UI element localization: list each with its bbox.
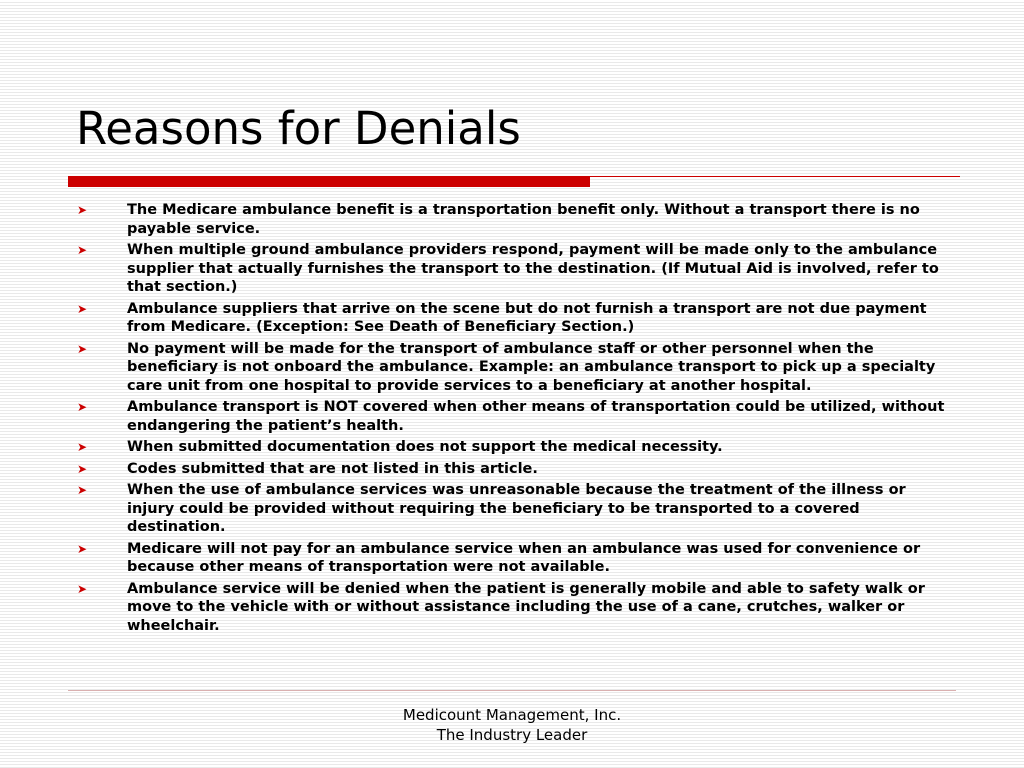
list-item [75,460,953,479]
title-underline-thick [68,176,590,187]
arrowhead-bullet-icon: ➤ [76,440,88,454]
arrowhead-bullet-icon: ➤ [76,301,88,316]
slide-title: Reasons for Denials [76,102,521,155]
footer [312,705,712,745]
bullet-text: No payment will be made for the transport of ambulance staff or other personnel when the beneficiary is not onboard the ambulance. Example: an ambulance transport to pick up a specialty care unit from one hospital to provide services to a beneficiary at another hospital. [127,340,936,394]
bullet-text: Ambulance suppliers that arrive on the scene but do not furnish a transport are not due payment from Medicare. (Exception: See Death of Beneficiary Section.) [127,300,927,335]
bullet-text: When the use of ambulance services was unreasonable because the treatment of the illness or injury could be provided without requiring the beneficiary to be transported to a covered destination. [127,482,906,535]
title-underline-thin [590,176,960,177]
list-item [75,241,953,297]
arrowhead-bullet-icon: ➤ [76,461,88,476]
list-item [75,300,953,337]
bullet-list [75,201,953,638]
bullet-text: Medicare will not pay for an ambulance service when an ambulance was used for convenience or because other means of transportation were not available. [127,540,921,575]
footer-company-name: Medicount Management, Inc. [402,706,622,724]
arrowhead-bullet-icon: ➤ [76,483,88,497]
arrowhead-bullet-icon: ➤ [76,203,88,217]
list-item [75,340,953,396]
bullet-text: Codes submitted that are not listed in this article. [127,460,538,477]
list-item [75,398,953,435]
arrowhead-bullet-icon: ➤ [76,400,88,414]
list-item [75,201,953,238]
arrowhead-bullet-icon: ➤ [76,341,88,356]
list-item [75,580,953,636]
footer-tagline: The Industry Leader [436,726,588,744]
arrowhead-bullet-icon: ➤ [76,581,88,596]
bullet-text: When multiple ground ambulance providers respond, payment will be made only to the ambulance supplier that actually furnishes the transport to the destination. (If Mutual Aid is involved, refer to that section.) [127,242,939,295]
bullet-text: When submitted documentation does not support the medical necessity. [127,439,723,455]
list-item [75,481,953,537]
arrowhead-bullet-icon: ➤ [76,243,88,257]
bullet-text: Ambulance transport is NOT covered when other means of transportation could be utilized, without endangering the patient’s health. [127,399,945,434]
list-item [75,540,953,577]
footer-divider [68,690,956,691]
bullet-text: Ambulance service will be denied when the patient is generally mobile and able to safety walk or move to the vehicle with or without assistance including the use of a cane, crutches, walker or wheelchair. [127,580,925,634]
arrowhead-bullet-icon: ➤ [76,541,88,556]
list-item [75,438,953,457]
bullet-text: The Medicare ambulance benefit is a transportation benefit only. Without a transport there is no payable service. [127,202,920,237]
